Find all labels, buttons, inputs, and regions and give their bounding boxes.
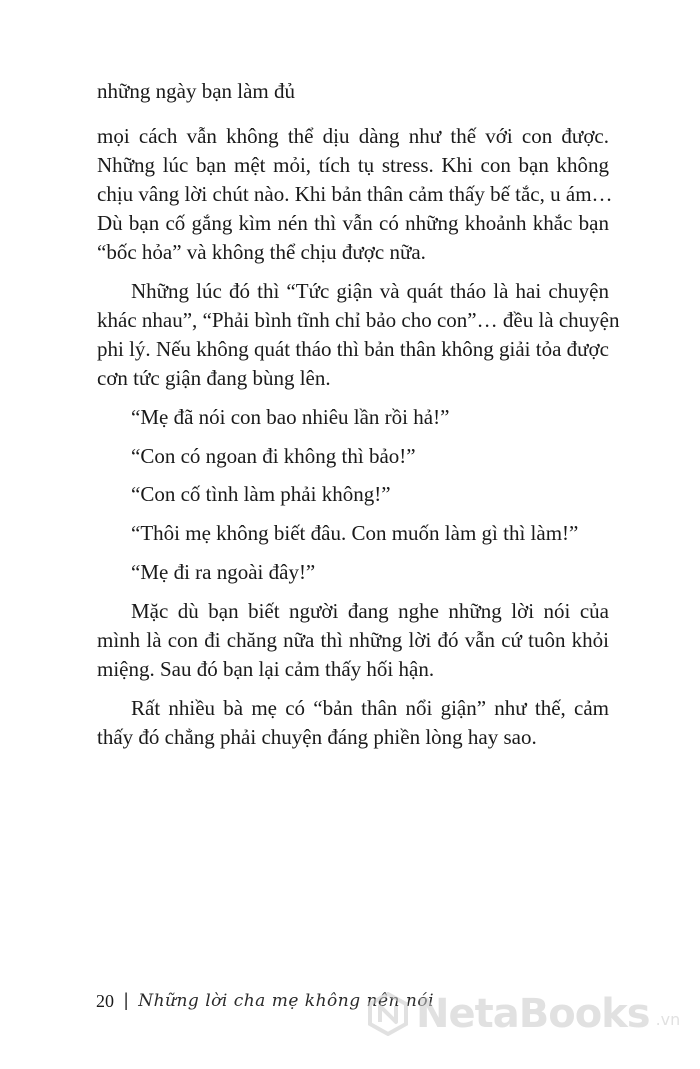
text-line: khác nhau”, “Phải bình tĩnh chỉ bảo cho con”… đều là chuyện <box>97 308 620 332</box>
text-line: “bốc hỏa” và không thể chịu được nữa. <box>97 240 426 264</box>
text-line: chịu vâng lời chút nào. Khi bản thân cảm thấy bế tắc, u ám… <box>97 182 613 206</box>
running-title: Những lời cha mẹ không nên nói <box>138 991 435 1011</box>
text-line: Rất nhiều bà mẹ có “bản thân nổi giận” như thế, cảm <box>131 696 609 720</box>
dialogue-line: “Thôi mẹ không biết đâu. Con muốn làm gì thì làm!” <box>131 521 579 545</box>
dialogue-line: “Mẹ đi ra ngoài đây!” <box>131 560 316 584</box>
text-line: mọi cách vẫn không thể dịu dàng như thế với con được. <box>97 124 609 148</box>
watermark-suffix: .vn <box>655 1010 681 1029</box>
text-line: những ngày bạn làm đủ <box>97 79 296 103</box>
dialogue-line: “Con cố tình làm phải không!” <box>131 482 391 506</box>
text-line: phi lý. Nếu không quát tháo thì bản thân không giải tỏa được <box>97 337 609 361</box>
text-line: thấy đó chẳng phải chuyện đáng phiền lòng hay sao. <box>97 725 537 749</box>
text-line: Những lúc đó thì “Tức giận và quát tháo là hai chuyện <box>131 279 609 303</box>
text-line: Dù bạn cố gắng kìm nén thì vẫn có những khoảnh khắc bạn <box>97 211 609 235</box>
text-line: mình là con đi chăng nữa thì những lời đó vẫn cứ tuôn khỏi <box>97 628 609 652</box>
dialogue-line: “Con có ngoan đi không thì bảo!” <box>131 444 416 468</box>
text-line: Mặc dù bạn biết người đang nghe những lời nói của <box>131 599 609 623</box>
netabooks-logo-icon <box>366 992 410 1036</box>
text-line: miệng. Sau đó bạn lại cảm thấy hối hận. <box>97 657 435 681</box>
text-line: Những lúc bạn mệt mỏi, tích tụ stress. Khi con bạn không <box>97 153 609 177</box>
watermark-brand: NetaBooks <box>416 991 650 1037</box>
dialogue-line: “Mẹ đã nói con bao nhiêu lần rồi hả!” <box>131 405 450 429</box>
watermark <box>366 991 680 1037</box>
footer-separator: | <box>124 990 129 1011</box>
page-number: 20 <box>96 990 114 1011</box>
text-line: cơn tức giận đang bùng lên. <box>97 366 331 390</box>
